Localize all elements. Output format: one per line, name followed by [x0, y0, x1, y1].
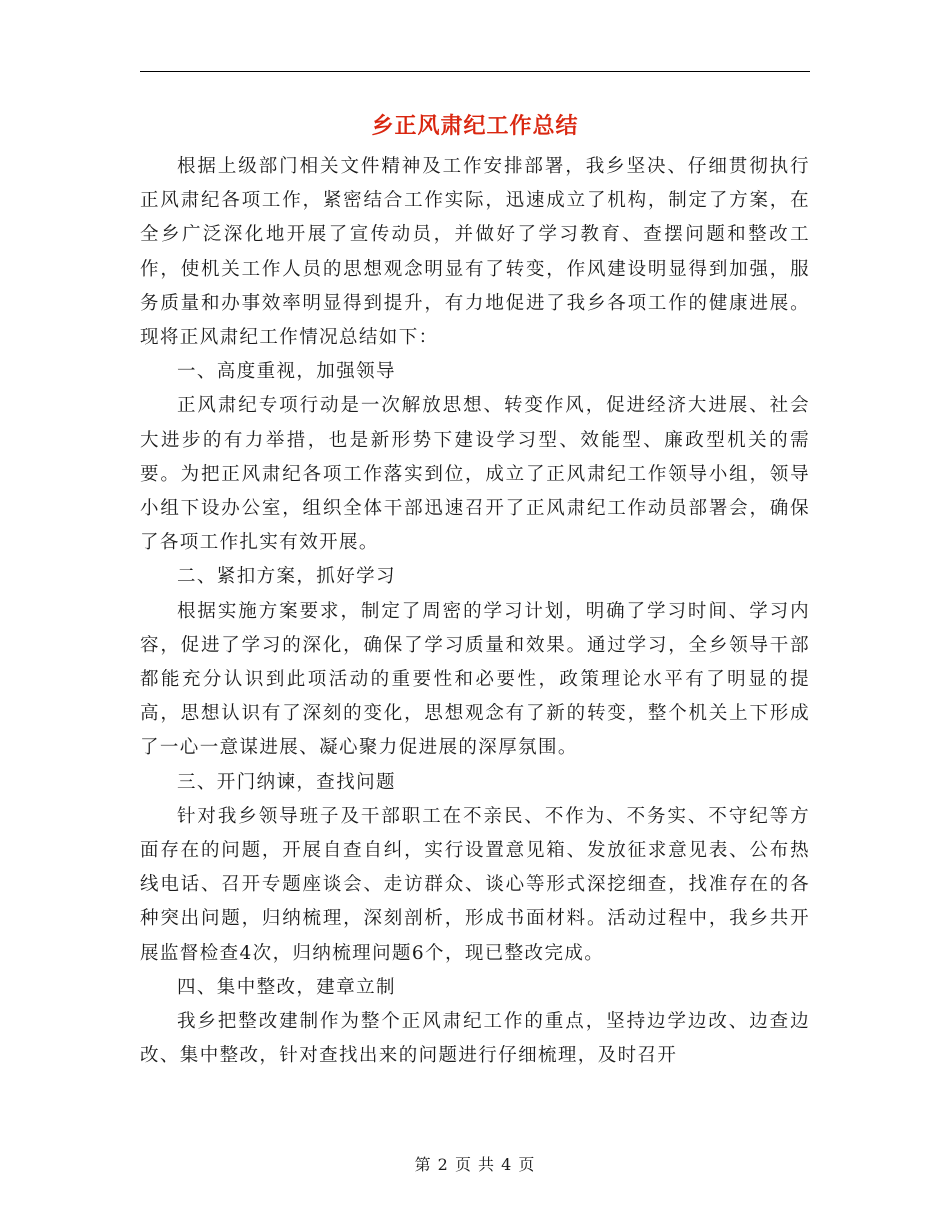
section-heading-4: 四、集中整改，建章立制 — [177, 976, 396, 998]
section-heading-2: 二、紧扣方案，抓好学习 — [177, 566, 396, 588]
body-paragraph-3: 针对我乡领导班子及干部职工在不亲民、不作为、不务实、不守纪等方面存在的问题，开展自查自纠，实行设置意见箱、发放征求意见表、公布热线电话、召开专题座谈会、走访群众、谈心等形式深挖细查，找准存在的各种突出问题，归纳梳理，深刻剖析，形成书面材料。活动过程中，我乡共开展监督检查4次，归纳梳理问题6个，现已整改完成。 — [140, 805, 810, 964]
body-paragraph-2: 根据实施方案要求，制定了周密的学习计划，明确了学习时间、学习内容，促进了学习的深化，确保了学习质量和效果。通过学习，全乡领导干部都能充分认识到此项活动的重要性和必要性，政策理论水平有了明显的提高，思想认识有了深刻的变化，思想观念有了新的转变，整个机关上下形成了一心一意谋进展、凝心聚力促进展的深厚氛围。 — [140, 600, 810, 759]
body-paragraph-1: 正风肃纪专项行动是一次解放思想、转变作风，促进经济大进展、社会大进步的有力举措，也是新形势下建设学习型、效能型、廉政型机关的需要。为把正风肃纪各项工作落实到位，成立了正风肃纪工作领导小组，领导小组下设办公室，组织全体干部迅速召开了正风肃纪工作动员部署会，确保了各项工作扎实有效开展。 — [140, 395, 810, 554]
body-paragraph-intro: 根据上级部门相关文件精神及工作安排部署，我乡坚决、仔细贯彻执行正风肃纪各项工作，紧密结合工作实际，迅速成立了机构，制定了方案，在全乡广泛深化地开展了宣传动员，并做好了学习教育、查摆问题和整改工作，使机关工作人员的思想观念明显有了转变，作风建设明显得到加强，服务质量和办事效率明显得到提升，有力地促进了我乡各项工作的健康进展。现将正风肃纪工作情况总结如下： — [140, 156, 810, 349]
body-paragraph-4: 我乡把整改建制作为整个正风肃纪工作的重点，坚持边学边改、边查边改、集中整改，针对查找出来的问题进行仔细梳理，及时召开 — [140, 1011, 810, 1067]
header-rule — [140, 71, 810, 72]
section-heading-3: 三、开门纳谏，查找问题 — [177, 771, 396, 793]
document-body — [140, 150, 810, 1073]
section-heading-1: 一、高度重视，加强领导 — [177, 361, 396, 383]
document-title: 乡正风肃纪工作总结 — [371, 113, 579, 139]
page-number-footer: 第 2 页 共 4 页 — [414, 1155, 536, 1174]
